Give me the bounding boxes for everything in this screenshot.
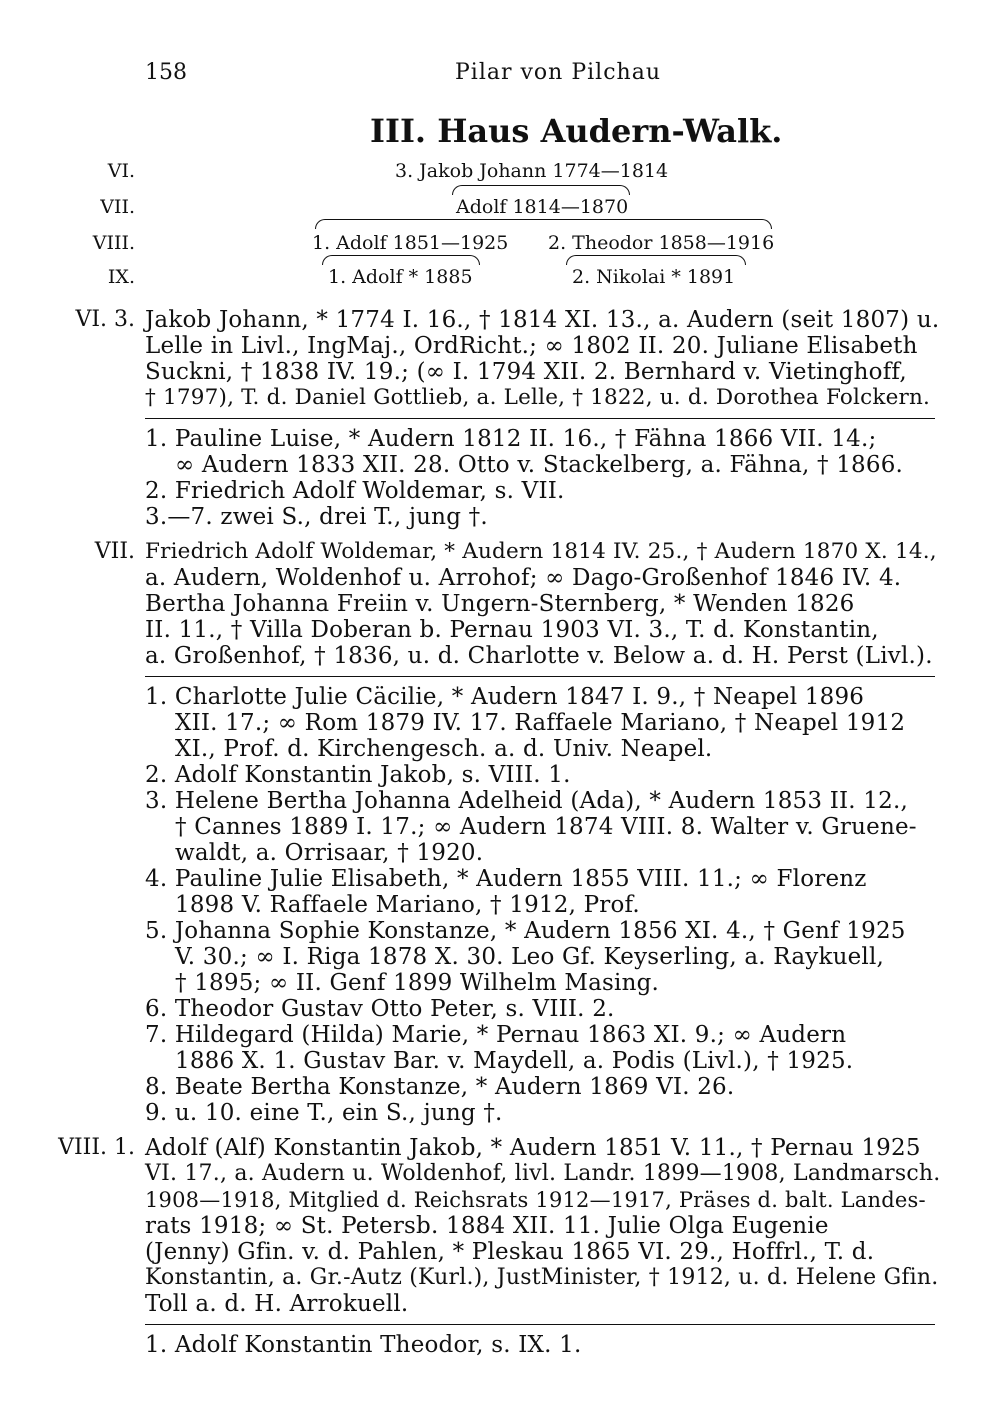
child-line: 5. Johanna Sophie Konstanze, * Audern 1856 XI. 4., † Genf 1925	[145, 918, 906, 944]
divider	[145, 676, 935, 683]
page-number: 158	[145, 60, 187, 85]
tree-brace	[315, 219, 772, 229]
generation-label: VIII.	[92, 232, 135, 254]
child-line: 3.—7. zwei S., drei T., jung †.	[145, 504, 488, 530]
child-line: XII. 17.; ∞ Rom 1879 IV. 17. Raffaele Mariano, † Neapel 1912	[175, 710, 906, 736]
entry-line: Lelle in Livl., IngMaj., OrdRicht.; ∞ 1802 II. 20. Juliane Elisabeth	[145, 333, 918, 359]
tree-gen7-person: Adolf 1814—1870	[456, 196, 629, 218]
entry-line: 1908—1918, Mitglied d. Reichsrats 1912—1917, Präses d. balt. Landes-	[145, 1188, 926, 1212]
divider	[145, 418, 935, 425]
child-line: 3. Helene Bertha Johanna Adelheid (Ada), * Audern 1853 II. 12.,	[145, 788, 908, 814]
entry-line: Toll a. d. H. Arrokuell.	[145, 1291, 409, 1317]
child-line: 1898 V. Raffaele Mariano, † 1912, Prof.	[175, 892, 640, 918]
tree-gen8-person: 1. Adolf 1851—1925	[312, 232, 509, 254]
child-line: 1. Charlotte Julie Cäcilie, * Audern 1847 I. 9., † Neapel 1896	[145, 684, 865, 710]
entry-line: Suckni, † 1838 IV. 19.; (∞ I. 1794 XII. 2. Bernhard v. Vietinghoff,	[145, 359, 907, 385]
entry-line: Adolf (Alf) Konstantin Jakob, * Audern 1851 V. 11., † Pernau 1925	[145, 1135, 921, 1161]
child-line: 1886 X. 1. Gustav Bar. v. Maydell, a. Podis (Livl.), † 1925.	[175, 1048, 854, 1074]
child-line: 4. Pauline Julie Elisabeth, * Audern 1855 VIII. 11.; ∞ Florenz	[145, 866, 867, 892]
generation-label: IX.	[107, 266, 135, 288]
entry-line: VI. 17., a. Audern u. Woldenhof, livl. Landr. 1899—1908, Landmarsch.	[145, 1161, 941, 1186]
entry-line: Konstantin, a. Gr.-Autz (Kurl.), JustMinister, † 1912, u. d. Helene Gfin.	[145, 1265, 939, 1290]
generation-label: VII.	[100, 196, 135, 218]
tree-brace	[322, 255, 480, 265]
child-line: ∞ Audern 1833 XII. 28. Otto v. Stackelberg, a. Fähna, † 1866.	[175, 452, 904, 478]
entry-label: VIII. 1.	[58, 1135, 135, 1160]
child-line: 9. u. 10. eine T., ein S., jung †.	[145, 1100, 503, 1126]
entry-line: Jakob Johann, * 1774 I. 16., † 1814 XI. 13., a. Audern (seit 1807) u.	[145, 307, 940, 333]
tree-brace	[566, 255, 746, 265]
child-line: V. 30.; ∞ I. Riga 1878 X. 30. Leo Gf. Keyserling, a. Raykuell,	[175, 944, 885, 970]
child-line: 2. Adolf Konstantin Jakob, s. VIII. 1.	[145, 762, 571, 788]
entry-label: VII.	[94, 539, 135, 564]
child-line: waldt, a. Orrisaar, † 1920.	[175, 840, 484, 866]
child-line: 1. Pauline Luise, * Audern 1812 II. 16., † Fähna 1866 VII. 14.;	[145, 426, 877, 452]
entry-line: (Jenny) Gfin. v. d. Pahlen, * Pleskau 1865 VI. 29., Hoffrl., T. d.	[145, 1239, 875, 1265]
child-line: † 1895; ∞ II. Genf 1899 Wilhelm Masing.	[175, 970, 660, 996]
child-line: 6. Theodor Gustav Otto Peter, s. VIII. 2.	[145, 996, 615, 1022]
entry-label: VI. 3.	[75, 307, 135, 332]
entry-line: Friedrich Adolf Woldemar, * Audern 1814 IV. 25., † Audern 1870 X. 14.,	[145, 539, 937, 564]
entry-line: II. 11., † Villa Doberan b. Pernau 1903 VI. 3., T. d. Konstantin,	[145, 617, 879, 643]
tree-brace	[452, 185, 630, 195]
tree-gen6-person: 3. Jakob Johann 1774—1814	[395, 160, 669, 182]
child-line: 7. Hildegard (Hilda) Marie, * Pernau 1863 XI. 9.; ∞ Audern	[145, 1022, 847, 1048]
tree-gen9-person: 2. Nikolai * 1891	[572, 266, 736, 288]
child-line: 8. Beate Bertha Konstanze, * Audern 1869 VI. 26.	[145, 1074, 735, 1100]
entry-line: rats 1918; ∞ St. Petersb. 1884 XII. 11. Julie Olga Eugenie	[145, 1213, 829, 1239]
entry-line: † 1797), T. d. Daniel Gottlieb, a. Lelle, † 1822, u. d. Dorothea Folckern.	[145, 385, 931, 410]
entry-line: a. Großenhof, † 1836, u. d. Charlotte v. Below a. d. H. Perst (Livl.).	[145, 643, 933, 669]
generation-label: VI.	[107, 160, 135, 182]
entry-line: a. Audern, Woldenhof u. Arrohof; ∞ Dago-Großenhof 1846 IV. 4.	[145, 565, 902, 591]
section-title: III. Haus Audern-Walk.	[370, 112, 783, 150]
divider	[145, 1324, 935, 1331]
child-line: † Cannes 1889 I. 17.; ∞ Audern 1874 VIII. 8. Walter v. Gruene-	[175, 814, 917, 840]
tree-gen9-person: 1. Adolf * 1885	[328, 266, 473, 288]
tree-gen8-person: 2. Theodor 1858—1916	[548, 232, 775, 254]
child-line: 2. Friedrich Adolf Woldemar, s. VII.	[145, 478, 565, 504]
child-line: XI., Prof. d. Kirchengesch. a. d. Univ. Neapel.	[175, 736, 713, 762]
child-line: 1. Adolf Konstantin Theodor, s. IX. 1.	[145, 1332, 582, 1358]
running-head: Pilar von Pilchau	[455, 60, 661, 85]
entry-line: Bertha Johanna Freiin v. Ungern-Sternberg, * Wenden 1826	[145, 591, 855, 617]
